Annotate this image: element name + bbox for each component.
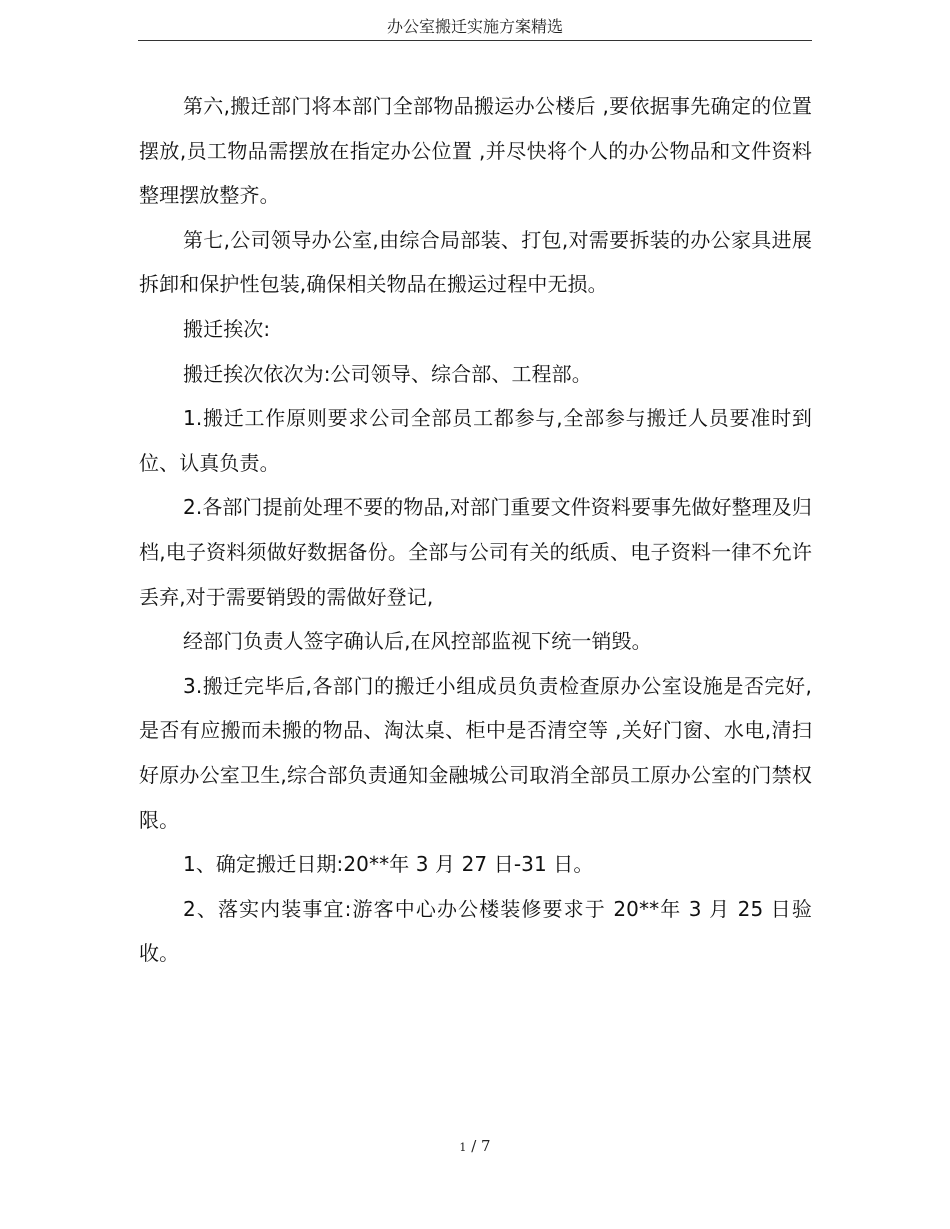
paragraph: 1、确定搬迁日期:20**年 3 月 27 日-31 日。 [183, 852, 594, 877]
paragraph: 第七,公司领导办公室,由综合局部装、打包,对需要拆装的办公家具进展拆卸和保护性包装,确保相关物品在搬运过程中无损。 [139, 227, 812, 297]
paragraph: 1.搬迁工作原则要求公司全部员工都参与,全部参与搬迁人员要准时到位、认真负责。 [139, 406, 812, 475]
page-header [138, 14, 812, 41]
page-current: 1 [459, 1141, 467, 1154]
paragraph: 第六,搬迁部门将本部门全部物品搬运办公楼后 ,要依据事先确定的位置摆放,员工物品需摆放在指定办公位置 ,并尽快将个人的办公物品和文件资料整理摆放整齐。 [139, 94, 812, 208]
document-body [139, 84, 812, 976]
page-total: 7 [481, 1137, 491, 1155]
paragraph: 2、落实内装事宜:游客中心办公楼装修要求于 20**年 3 月 25 日验收。 [139, 896, 812, 966]
paragraph: 搬迁挨次依次为:公司领导、综合部、工程部。 [183, 361, 592, 386]
paragraph: 2.各部门提前处理不要的物品,对部门重要文件资料要事先做好整理及归档,电子资料须做好数据备份。全部与公司有关的纸质、电子资料一律不允许丢弃,对于需要销毁的需做好登记, [139, 495, 812, 609]
document-title: 办公室搬迁实施方案精选 [386, 17, 563, 36]
paragraph: 经部门负责人签字确认后,在风控部监视下统一销毁。 [183, 629, 652, 654]
page-separator: / [466, 1137, 482, 1155]
page-number [0, 1136, 950, 1158]
paragraph: 搬迁挨次: [183, 316, 271, 341]
paragraph: 3.搬迁完毕后,各部门的搬迁小组成员负责检查原办公室设施是否完好,是否有应搬而未搬的物品、淘汰桌、柜中是否清空等 ,关好门窗、水电,清扫好原办公室卫生,综合部负责通知金融城公司取消全部员工原办公室的门禁权限。 [139, 673, 812, 832]
